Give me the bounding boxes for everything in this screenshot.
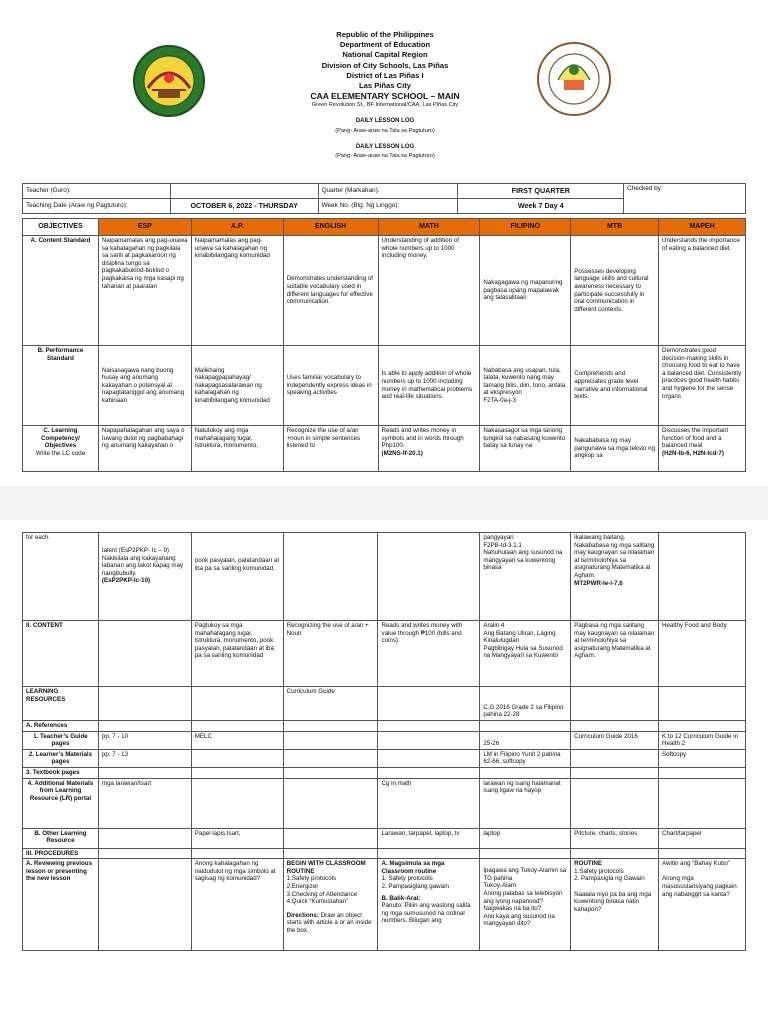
cell-filipino: laptop (480, 828, 571, 848)
division-line: Division of City Schools, Las Piñas (321, 60, 449, 70)
row-label: 3. Textbook pages (23, 767, 99, 778)
cell-math (378, 749, 480, 767)
row-label: 1. Teacher’s Guide pages (23, 731, 99, 749)
table-row (23, 721, 746, 732)
cell-mtb (571, 767, 659, 778)
cell-ap: Malikhaing nakapagpapahayag/ nakapagsasalarawan ng kahalagahan ng kinabibilangang komunidad (191, 346, 283, 426)
dll-title-1: DAILY LESSON LOG (355, 118, 415, 125)
row-label: B. Other Learning Resource (23, 828, 99, 848)
table-row (23, 687, 746, 721)
cell-mtb (571, 687, 659, 721)
teacher-value[interactable] (170, 184, 318, 199)
cell-esp: Naipamamalas ang pag-unawa sa kahalagahan ng pagkilala sa sarili at pagkakaroon ng disiplina tungo sa pagkakabuklod-buklod o pagkakaisa ng mga kasapi ng tahanan at paaralan (98, 236, 191, 346)
dll-subtitle-1: (Pang- Araw-araw na Tala sa Pagtuturo) (335, 127, 435, 134)
math-objective: Reads and writes money in symbols and in words through Php100. (381, 427, 464, 450)
cell-math (378, 731, 480, 749)
cell-english: Uses familiar vocabulary to independently express ideas in speaking activities (283, 346, 378, 426)
cell-english (283, 848, 378, 859)
cell-english: Recognize the use of a/an +noun in simple sentences listened to (283, 426, 378, 472)
cell-math (378, 848, 480, 859)
cell-mapeh: Awitin ang “Bahay Kubo” Anong mga masusustansiyang pagkain ang nabanggit sa kanta? (659, 859, 746, 951)
math-code: (M2NS-If-20.1) (381, 449, 423, 457)
row-label: for each. (23, 533, 99, 621)
cell-english: Recognizing the use of a/an + Noun (283, 621, 378, 687)
cell-math (378, 767, 480, 778)
date-value: OCTOBER 6, 2022 - THURSDAY (170, 199, 318, 214)
row-label: LEARNING RESOURCES (23, 687, 99, 721)
teacher-label: Teacher (Guro): (23, 184, 171, 199)
cell-english (283, 721, 378, 732)
header-mtb: MTB (571, 219, 659, 236)
cell-ap (191, 687, 283, 721)
row-label-note: Write the LC code (35, 449, 86, 457)
cell-mtb (571, 749, 659, 767)
cell-mtb (571, 778, 659, 828)
cell-mapeh: Softcopy (659, 749, 746, 767)
table-row (23, 236, 746, 346)
checked-by: Checked by: (624, 184, 746, 214)
cell-ap: Pagtukoy sa mga mahahalagang lugar, istruktura, monumento, pook pasyalan, palatandaan at iba pa sa sariling komunidad (191, 621, 283, 687)
quarter-label: Quarter (Markahan): (318, 184, 458, 199)
cell-ap (191, 767, 283, 778)
cell-filipino: Nakasasagot sa mga tanong tungkol sa nabasang kuwento batay sa tunay na (480, 426, 571, 472)
cell-english (283, 731, 378, 749)
region-line: National Capital Region (342, 50, 428, 60)
header-math: MATH (378, 219, 480, 236)
english-routine: 1.Safety protocols 2.Energizer 3.Checking of Attendance 4.Quick “Kumustahan” (286, 875, 358, 906)
cell-ap: Anong kahalagahan ng naidudulot ng mga simbolo at sagisag ng komunidad? (191, 859, 283, 951)
dll-subtitle-2: (Pang- Araw-araw na Tala sa Pagtuturo) (335, 152, 435, 159)
cell-mtb (571, 721, 659, 732)
cell-mapeh: K to 12 Curriculum Guide in Health 2 (659, 731, 746, 749)
table-row (23, 859, 746, 951)
cell-english (283, 749, 378, 767)
cell-mtb: Comprehends and appreciates grade level narrative and informational texts. (571, 346, 659, 426)
page-gap (0, 486, 768, 520)
table-row (23, 533, 746, 621)
header-objectives: OBJECTIVES (23, 219, 99, 236)
mapeh-code: (H2N-Ib-6, H2N-Icd-7) (662, 449, 724, 457)
cell-mapeh (659, 426, 746, 472)
cell-filipino: Aralin 4 Ang Batang Uliran, Laging Kinalulugdan Pagbibigay Hula sa Susunod na Mangyayari sa Kuwento (480, 621, 571, 687)
cell-mapeh: Healthy Food and Body (659, 621, 746, 687)
cell-ap: Papel lapis,tsart, (191, 828, 283, 848)
school-address: Green Revolution St., BF International/CAA, Las Piñas City (311, 102, 459, 109)
cell-english: Curriculum Guide (283, 687, 378, 721)
school-name: CAA ELEMENTARY SCHOOL – MAIN (310, 91, 460, 102)
header-filipino: FILIPINO (480, 219, 571, 236)
table-row (23, 426, 746, 472)
cell-math: Larawan, tarpapel, laptop, tv (378, 828, 480, 848)
header-english: ENGLISH (283, 219, 378, 236)
cell-math (378, 426, 480, 472)
cell-esp (98, 767, 191, 778)
header-ap: A.P. (191, 219, 283, 236)
esp-code: (EsP2PKP-Ic-10) (101, 577, 151, 585)
cell-filipino: Nakagagawa ng mapanuring pagbasa upang mapalawak ang talasalitaan (480, 236, 571, 346)
republic-line: Republic of the Philippines (336, 30, 434, 39)
table-header-row (23, 219, 746, 236)
cell-english (283, 533, 378, 621)
mtb-text: ikalawang baitang. Nakababasa ng mga salitang may kaugnayan sa nilalaman at terminolohiya sa asignaturang Matematika at Agham. (574, 534, 655, 579)
mtb-routine-head: ROUTINE (574, 860, 603, 868)
cell-mapeh: Chart/tarpapel (659, 828, 746, 848)
cell-mtb: Nakababasa ng may pangunawa sa mga teksto ng angkop sa (571, 426, 659, 472)
row-label: A. Content Standard (23, 236, 99, 346)
cell-mapeh (659, 687, 746, 721)
mapeh-objective: Discusses the important function of food and a balanced meal (662, 427, 729, 450)
cell-filipino: Nababasa ang usapan, tula, talata, kuwento nang may tamang bilis, diin, tono, antala at ekspresyon F2TA-0a-j-3 (480, 346, 571, 426)
cell-ap (191, 778, 283, 828)
division-seal-icon (536, 40, 612, 118)
cell-esp: mga larawan/tsart (98, 778, 191, 828)
cell-math (378, 721, 480, 732)
table-row (23, 749, 746, 767)
deped-line: Department of Education (339, 40, 431, 50)
city-line: Las Piñas City (359, 81, 411, 91)
cell-mtb: Pitcture, charts, stories (571, 828, 659, 848)
cell-mapeh: Demonstrates good decision-making skills in choosing food to eat to have a balanced diet. Consistently practices good health habits and hygiene for the sense organs (659, 346, 746, 426)
meta-table (22, 183, 746, 214)
table-row (23, 621, 746, 687)
cell-filipino: LM in Filipino Yunit 2 pahina 62-66, softcopy (480, 749, 571, 767)
table-row (23, 828, 746, 848)
cell-english: Demonstrates understanding of suitable vocabulary used in different languages for effective communication. (283, 236, 378, 346)
cell-esp: Naisasagawa nang buong husay ang anumang kakayahan o potensyal at napagtatanggol ang anumang kahinaan (98, 346, 191, 426)
cell-mapeh (659, 848, 746, 859)
week-label: Week No. (Blg. Ng Linggo): (318, 199, 458, 214)
table-row (23, 346, 746, 426)
cell-esp: Napapahalagahan ang saya o tuwang dulot ng pagbabahagi ng anumang kakayahan o (98, 426, 191, 472)
cell-mapeh: Understands the importance of eating a balanced diet. (659, 236, 746, 346)
cell-ap: Naipamamalas ang pag-unawa sa kahalagahan ng kinabibilangang komunidad (191, 236, 283, 346)
mtb-code: MT2PWR-Ie-i-7.6 (574, 579, 623, 587)
cell-math (378, 533, 480, 621)
row-label (23, 426, 99, 472)
cell-mapeh (659, 533, 746, 621)
cell-filipino (480, 848, 571, 859)
cell-english (283, 859, 378, 951)
cell-ap: pook pasyalan, palatandaan at iba pa sa sariling komunidad. (191, 533, 283, 621)
row-label-text: C. Learning Competency/ Objectives (41, 427, 80, 450)
cell-esp (98, 859, 191, 951)
cell-ap: MELC (191, 731, 283, 749)
cell-mtb (571, 859, 659, 951)
cell-esp (98, 848, 191, 859)
cell-ap (191, 749, 283, 767)
procedures-table (22, 532, 746, 951)
cell-esp (98, 621, 191, 687)
cell-mapeh (659, 767, 746, 778)
cell-filipino: pangyayari F2PB-Id-3.1.1 Nahuhulaan ang susunod na mangyayari sa kuwentong binasa (480, 533, 571, 621)
cell-ap (191, 721, 283, 732)
row-label: 2. Learner’s Materials pages (23, 749, 99, 767)
cell-math: Cg in math (378, 778, 480, 828)
cell-ap: Natutukoy ang mga mahahalagang lugar, istruktura, monumento, (191, 426, 283, 472)
week-value: Week 7 Day 4 (458, 199, 624, 214)
math-routine: 1. Safety protocols 2. Pampasiglang gawain (381, 875, 449, 890)
cell-mtb (571, 533, 659, 621)
math-review: Panuto: Piliin ang wastong salita ng mga sumusunod na ordinal numbers. Bilugan ang (381, 902, 471, 925)
table-row (23, 848, 746, 859)
cell-filipino (480, 721, 571, 732)
cell-esp (98, 533, 191, 621)
math-review-head: B. Balik-Aral: (381, 894, 421, 902)
row-label: A. Reviewing previous lesson or presenting the new lesson (23, 859, 99, 951)
row-label: B. Performance Standard (23, 346, 99, 426)
cell-filipino: Ipagawa ang Tukoy-Alamin sa TG pahina Tukoy-Alam Anong palabas sa telebisyon ang iyong napanood? Nagwakas na ba ito? Ano kaya ang susunod na mangyayari dito? (480, 859, 571, 951)
english-directions: Draw an object starts with article a or an inside the box. (286, 911, 372, 934)
district-line: District of Las Piñas I (346, 70, 424, 80)
cell-mapeh (659, 778, 746, 828)
row-label: 4. Additional Materials from Learning Resource (LR) portal (23, 778, 99, 828)
cell-english (283, 778, 378, 828)
objectives-table (22, 218, 746, 472)
row-label: A. References (23, 721, 99, 732)
math-routine-head: A. Magsimula sa mga Classroom routine (381, 860, 445, 875)
mtb-routine: 1.Safety protocols 2. Pampasigla ng Gawain Naalala niyo pa ba ang mga kuwentong binasa natin kahapon? (574, 867, 652, 913)
school-seal-icon (132, 44, 206, 118)
page-1 (0, 0, 768, 486)
cell-math: Is able to apply addition of whole numbers up to 1000 including money in mathematical problems and real-life situations. (378, 346, 480, 426)
cell-mtb: Curriculum Guide 2016 (571, 731, 659, 749)
cell-ap (191, 848, 283, 859)
table-row (23, 767, 746, 778)
cell-mtb: Possesses developing language skills and cultural awareness necessary to participate successfully in oral communication in different contexts. (571, 236, 659, 346)
header-esp: ESP (98, 219, 191, 236)
cell-english (283, 767, 378, 778)
cell-math: Understanding of addition of whole numbers up to 1000 including money. (378, 236, 480, 346)
letterhead (230, 30, 540, 161)
table-row (23, 731, 746, 749)
dll-title-2: DAILY LESSON LOG (355, 143, 415, 150)
cell-esp (98, 687, 191, 721)
cell-filipino: larawan ng isang halamanat isang ligaw na hayop (480, 778, 571, 828)
cell-esp: pp. 7 - 10 (98, 731, 191, 749)
row-label: II. CONTENT (23, 621, 99, 687)
english-routine-head: BEGIN WITH CLASSROOM ROUTINE (286, 860, 366, 875)
cell-filipino: 25-26 (480, 731, 571, 749)
row-label: III. PROCEDURES (23, 848, 99, 859)
quarter-value: FIRST QUARTER (458, 184, 624, 199)
cell-filipino (480, 767, 571, 778)
cell-math (378, 859, 480, 951)
cell-math (378, 687, 480, 721)
cell-esp (98, 721, 191, 732)
cell-filipino: C.G 2016 Grade 2 sa Filipino pahina 22-28 (480, 687, 571, 721)
table-row (23, 778, 746, 828)
cell-mapeh (659, 721, 746, 732)
esp-text: talent (EsP2PKP- Ic – 9) Nakikilala ang kakayahang labanan ang takot kapag may nangbubully. (101, 547, 184, 577)
cell-math: Reads and writes money with value through ₱100 (bills and coins). (378, 621, 480, 687)
cell-mtb (571, 848, 659, 859)
date-label: Teaching Date (Araw ng Pagtuturo): (23, 199, 171, 214)
cell-mtb: Pagbasa ng mga salitang may kaugnayan sa nilalaman at terminolohiya sa asignaturang Matematika at Agham. (571, 621, 659, 687)
page-2 (0, 520, 768, 1024)
cell-esp: pp. 7 - 13 (98, 749, 191, 767)
header-mapeh: MAPEH (659, 219, 746, 236)
cell-english (283, 828, 378, 848)
cell-esp (98, 828, 191, 848)
english-directions-label: Directions: (286, 911, 319, 919)
